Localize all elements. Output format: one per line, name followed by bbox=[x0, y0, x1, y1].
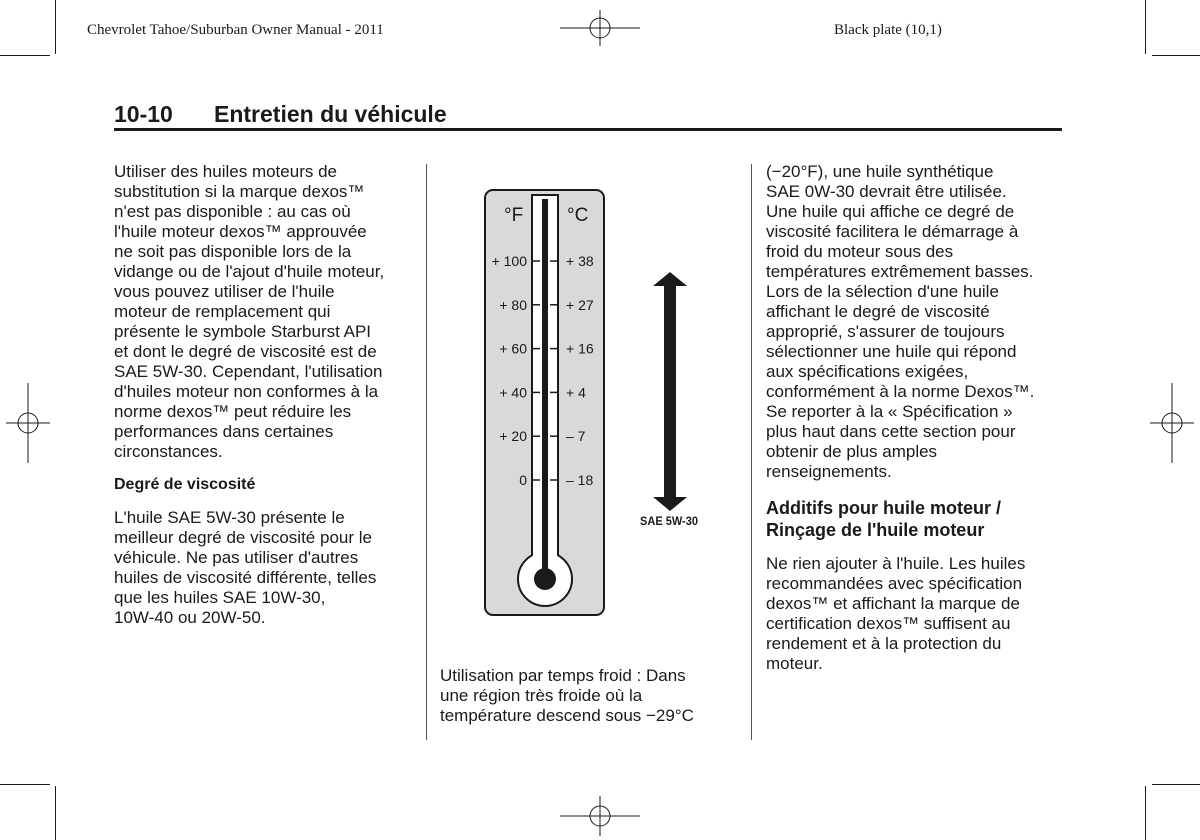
crop-mark-bottom-right-v bbox=[1145, 786, 1146, 840]
text-line: n'est pas disponible : au cas où bbox=[114, 202, 351, 221]
celsius-tick-label: – 7 bbox=[566, 428, 586, 445]
text-line: obtenir de plus amples bbox=[766, 442, 938, 461]
caption-line: une région très froide où la bbox=[440, 686, 643, 705]
text-line: conformément à la norme Dexos™. bbox=[766, 382, 1035, 401]
registration-mark-top bbox=[560, 10, 640, 46]
figure-caption bbox=[440, 666, 694, 726]
paragraph-oil-additives bbox=[766, 554, 1066, 674]
text-line: (−20°F), une huile synthétique bbox=[766, 162, 994, 181]
section-number: 10-10 bbox=[114, 101, 173, 127]
caption-line: Utilisation par temps froid : Dans bbox=[440, 666, 686, 685]
fahrenheit-tick-label: 0 bbox=[519, 472, 527, 488]
text-line: présente le symbole Starburst API bbox=[114, 322, 372, 341]
text-line: SAE 0W-30 devrait être utilisée. bbox=[766, 182, 1007, 201]
mercury-column bbox=[542, 199, 548, 583]
text-line: recommandées avec spécification bbox=[766, 574, 1023, 593]
crop-mark-top-left-v bbox=[55, 0, 56, 54]
text-line: moteur de remplacement qui bbox=[114, 302, 331, 321]
column-divider-right bbox=[751, 164, 752, 740]
celsius-tick-label: + 38 bbox=[566, 253, 594, 269]
fahrenheit-tick-label: + 80 bbox=[499, 296, 527, 313]
text-line: approprié, s'assurer de toujours bbox=[766, 322, 1005, 341]
text-line: huiles de viscosité différente, telles bbox=[114, 568, 377, 587]
section-title: Entretien du véhicule bbox=[214, 101, 447, 127]
heading-oil-additives bbox=[766, 497, 1066, 541]
text-line: circonstances. bbox=[114, 442, 223, 461]
registration-mark-right bbox=[1150, 383, 1194, 463]
text-line: dexos™ et affichant la marque de bbox=[766, 594, 1020, 613]
text-line: et dont le degré de viscosité est de bbox=[114, 342, 377, 361]
text-line: ne soit pas disponible lors de la bbox=[114, 242, 352, 261]
crop-mark-top-left-h bbox=[0, 55, 50, 56]
celsius-tick-label: + 16 bbox=[566, 340, 594, 357]
fahrenheit-tick-label: + 60 bbox=[499, 340, 527, 357]
registration-mark-bottom bbox=[560, 796, 640, 836]
unit-fahrenheit: °F bbox=[504, 205, 524, 226]
text-line: affichant le degré de viscosité bbox=[766, 302, 990, 321]
crop-mark-top-right-v bbox=[1145, 0, 1146, 54]
text-line: renseignements. bbox=[766, 462, 892, 481]
text-line: Lors de la sélection d'une huile bbox=[766, 282, 999, 301]
celsius-tick-label: + 27 bbox=[566, 296, 594, 313]
text-line: plus haut dans cette section pour bbox=[766, 422, 1016, 441]
text-line: performances dans certaines bbox=[114, 422, 334, 441]
text-line: l'huile moteur dexos™ approuvée bbox=[114, 222, 367, 241]
text-line: SAE 5W-30. Cependant, l'utilisation bbox=[114, 362, 383, 381]
heading-viscosity-grade: Degré de viscosité bbox=[114, 476, 256, 493]
crop-mark-bottom-right-h bbox=[1152, 784, 1200, 785]
heading-line: Rinçage de l'huile moteur bbox=[766, 520, 985, 540]
text-line: certification dexos™ suffisent au bbox=[766, 614, 1011, 633]
crop-mark-top-right-h bbox=[1152, 55, 1200, 56]
text-line: températures extrêmement basses. bbox=[766, 262, 1034, 281]
column-1 bbox=[114, 162, 414, 628]
page-title bbox=[114, 101, 447, 128]
text-line: Se reporter à la « Spécification » bbox=[766, 402, 1013, 421]
column-divider-left bbox=[426, 164, 427, 740]
text-line: meilleur degré de viscosité pour le bbox=[114, 528, 372, 547]
thermometer-figure bbox=[440, 185, 740, 625]
caption-line: température descend sous −29°C bbox=[440, 706, 694, 725]
fahrenheit-tick-label: + 100 bbox=[491, 253, 527, 269]
crop-mark-bottom-left-v bbox=[55, 786, 56, 840]
crop-mark-bottom-left-h bbox=[0, 784, 50, 785]
text-line: d'huiles moteur non conformes à la bbox=[114, 382, 379, 401]
text-line: aux spécifications exigées, bbox=[766, 362, 969, 381]
text-line: Une huile qui affiche ce degré de bbox=[766, 202, 1015, 221]
text-line: substitution si la marque dexos™ bbox=[114, 182, 365, 201]
paragraph-viscosity bbox=[114, 508, 414, 628]
text-line: moteur. bbox=[766, 654, 823, 673]
title-rule bbox=[114, 128, 1062, 131]
text-line: 10W-40 ou 20W-50. bbox=[114, 608, 266, 627]
text-line: vidange ou de l'ajout d'huile moteur, bbox=[114, 262, 385, 281]
heading-line: Additifs pour huile moteur / bbox=[766, 498, 1001, 518]
paragraph-substitute-oils bbox=[114, 162, 414, 462]
running-header-left: Chevrolet Tahoe/Suburban Owner Manual - 2011 bbox=[87, 22, 384, 38]
text-line: sélectionner une huile qui répond bbox=[766, 342, 1017, 361]
paragraph-cold-weather bbox=[766, 162, 1066, 482]
mercury-bulb bbox=[534, 568, 556, 590]
fahrenheit-tick-label: + 20 bbox=[499, 428, 527, 445]
text-line: viscosité facilitera le démarrage à bbox=[766, 222, 1019, 241]
unit-celsius: °C bbox=[567, 205, 589, 226]
text-line: Ne rien ajouter à l'huile. Les huiles bbox=[766, 554, 1026, 573]
text-line: vous pouvez utiliser de l'huile bbox=[114, 282, 335, 301]
celsius-tick-label: – 18 bbox=[566, 472, 594, 488]
arrow-label-sae-5w30: SAE 5W-30 bbox=[640, 514, 699, 528]
text-line: norme dexos™ peut réduire les bbox=[114, 402, 352, 421]
running-header-right: Black plate (10,1) bbox=[834, 22, 942, 38]
column-3 bbox=[766, 162, 1066, 674]
celsius-tick-label: + 4 bbox=[566, 384, 586, 401]
text-line: que les huiles SAE 10W-30, bbox=[114, 588, 326, 607]
text-line: rendement et à la protection du bbox=[766, 634, 1002, 653]
fahrenheit-tick-label: + 40 bbox=[499, 384, 527, 401]
text-line: véhicule. Ne pas utiliser d'autres bbox=[114, 548, 359, 567]
text-line: froid du moteur sous des bbox=[766, 242, 954, 261]
text-line: L'huile SAE 5W-30 présente le bbox=[114, 508, 345, 527]
text-line: Utiliser des huiles moteurs de bbox=[114, 162, 337, 181]
registration-mark-left bbox=[6, 383, 50, 463]
range-double-arrow bbox=[653, 272, 687, 511]
